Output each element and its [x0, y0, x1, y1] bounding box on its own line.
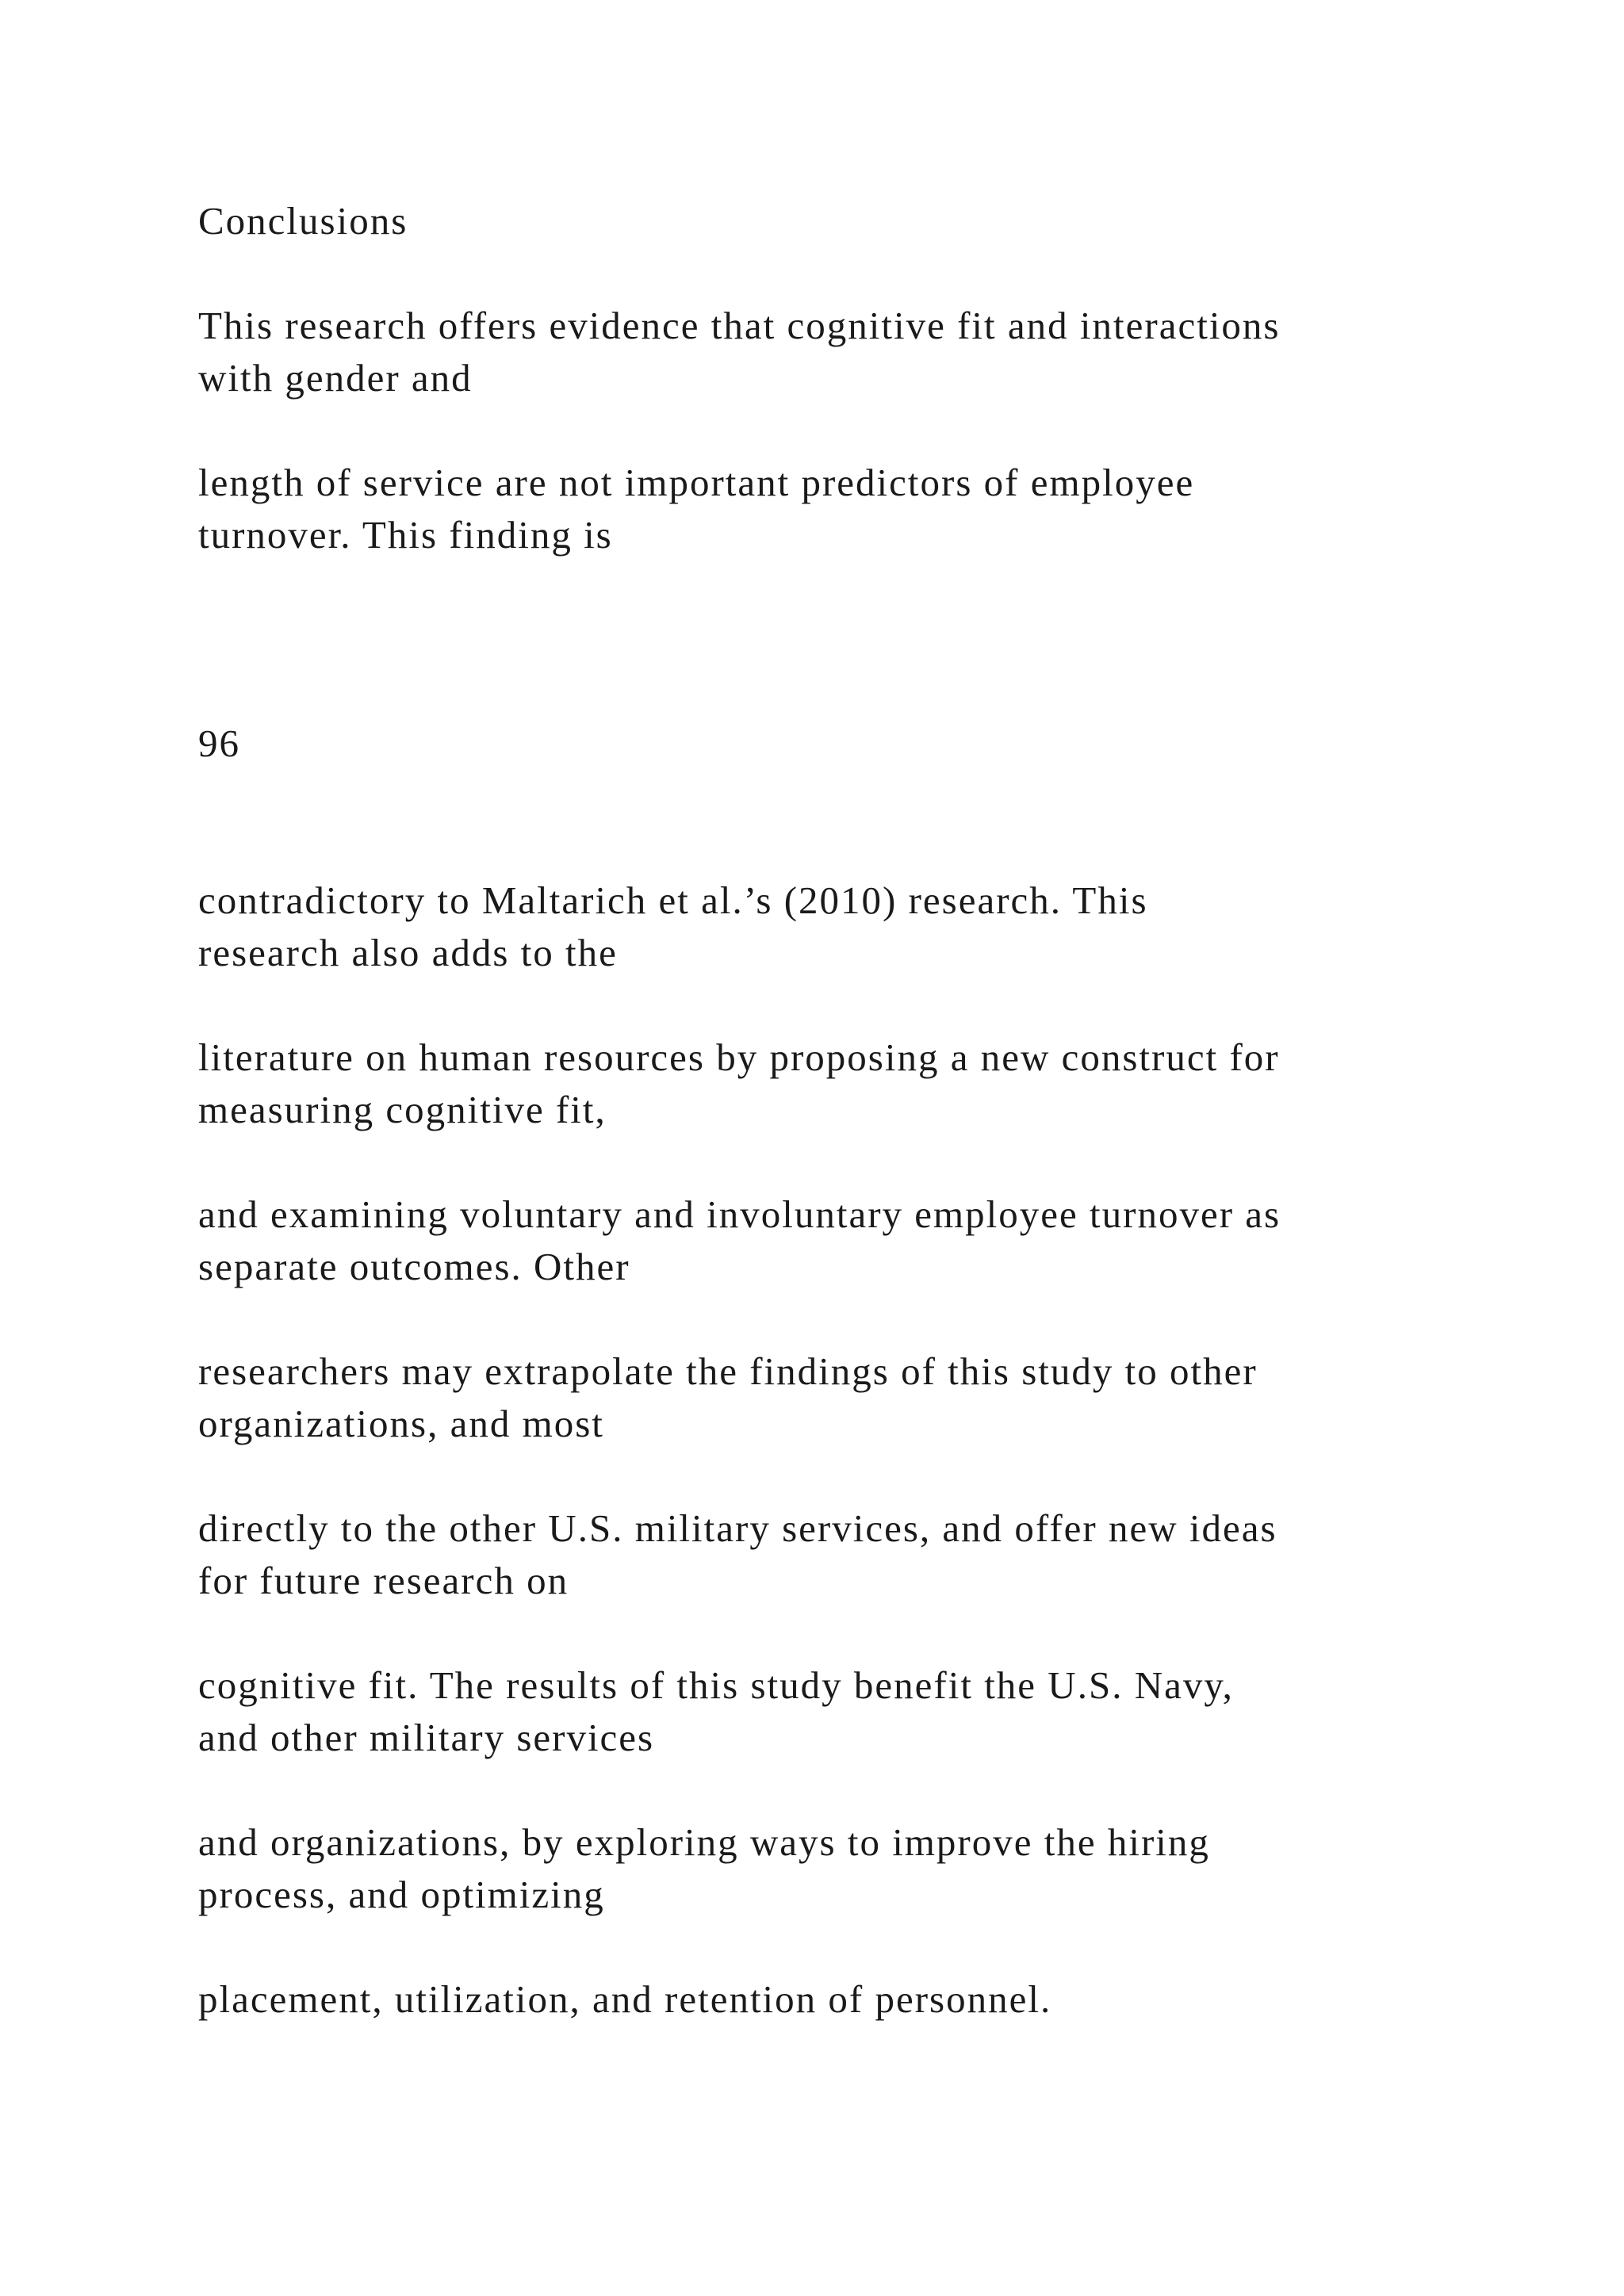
text-line: cognitive fit. The results of this study benefit the U.S. Navy, — [198, 1663, 1234, 1707]
text-line: for future research on — [198, 1559, 569, 1602]
page-number — [198, 718, 1467, 770]
paragraph — [198, 1188, 1467, 1293]
paragraph — [198, 1345, 1467, 1450]
paragraph — [198, 1816, 1467, 1921]
paragraph — [198, 1659, 1467, 1764]
text-line: and examining voluntary and involuntary employee turnover as — [198, 1192, 1281, 1236]
paragraph — [198, 457, 1467, 561]
paragraph — [198, 1973, 1467, 2026]
text-line: measuring cognitive fit, — [198, 1088, 607, 1131]
text-line: placement, utilization, and retention of personnel. — [198, 1977, 1052, 2021]
text-line: contradictory to Maltarich et al.’s (2010) research. This — [198, 878, 1148, 922]
text-line: research also adds to the — [198, 931, 618, 974]
paragraph — [198, 300, 1467, 404]
text-line: and other military services — [198, 1716, 655, 1759]
paragraph — [198, 1502, 1467, 1607]
text-line: This research offers evidence that cognitive fit and interactions — [198, 304, 1281, 347]
text-line: directly to the other U.S. military services, and offer new ideas — [198, 1506, 1277, 1550]
text-line: process, and optimizing — [198, 1873, 605, 1916]
section-heading — [198, 195, 1467, 247]
text-line: turnover. This finding is — [198, 513, 613, 557]
text-line: separate outcomes. Other — [198, 1245, 630, 1288]
paragraph — [198, 874, 1467, 979]
text-line: and organizations, by exploring ways to improve the hiring — [198, 1820, 1210, 1864]
page-number-text: 96 — [198, 721, 240, 765]
text-line: organizations, and most — [198, 1402, 604, 1445]
text-line: literature on human resources by proposing a new construct for — [198, 1035, 1280, 1079]
paragraph — [198, 1031, 1467, 1136]
text-line: with gender and — [198, 356, 473, 400]
text-line: length of service are not important predictors of employee — [198, 461, 1195, 504]
heading-text: Conclusions — [198, 199, 408, 243]
text-line: researchers may extrapolate the findings of this study to other — [198, 1349, 1258, 1393]
